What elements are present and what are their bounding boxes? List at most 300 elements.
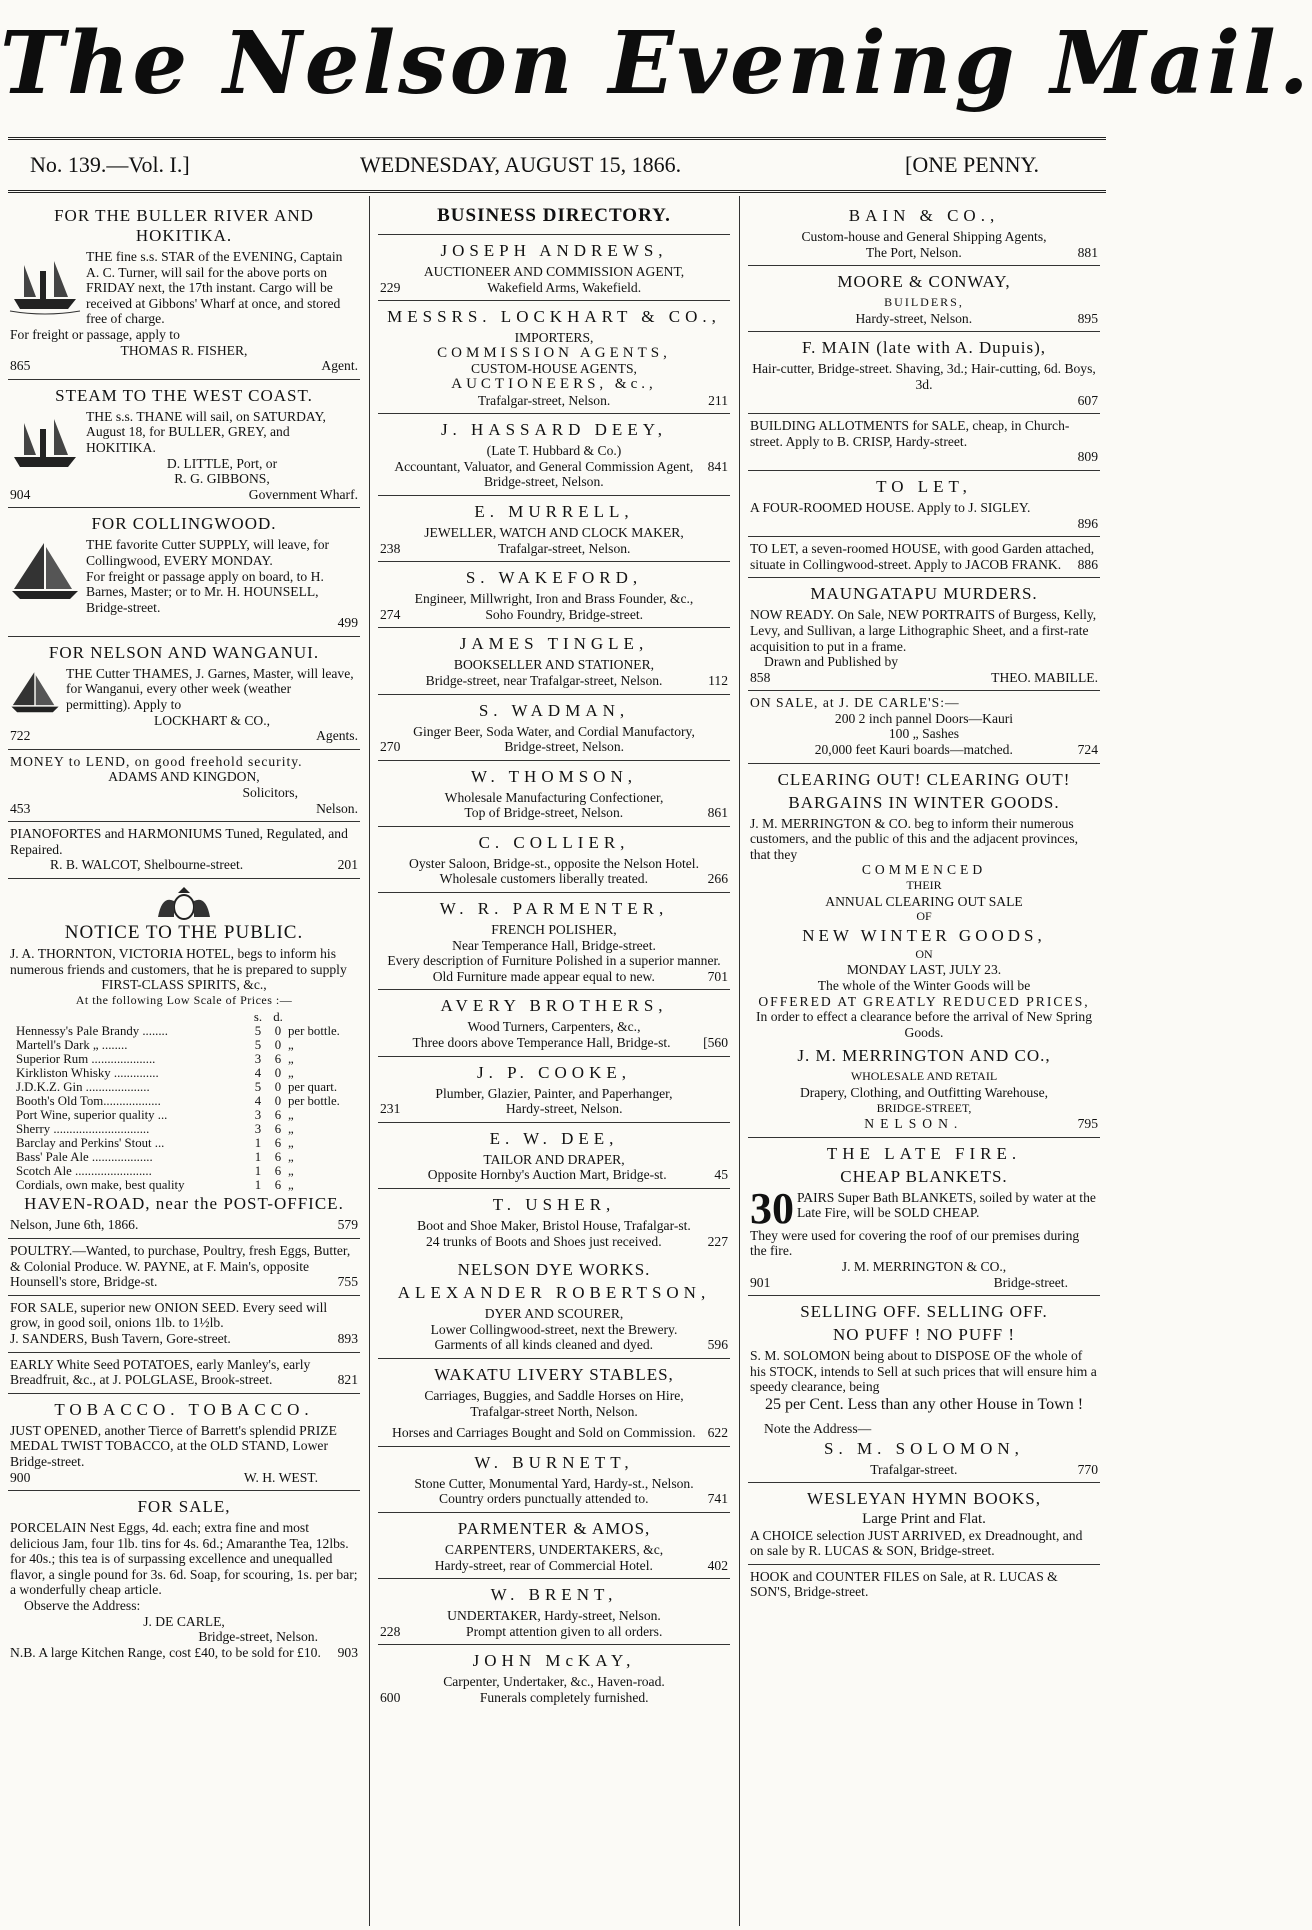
advert-date: Nelson, June 6th, 1866. xyxy=(10,1217,139,1233)
advert-line: 25 per Cent. Less than any other House in Town ! xyxy=(764,1395,1084,1413)
hook-advert xyxy=(748,1565,1100,1605)
directory-line: Trafalgar-street, Nelson. xyxy=(477,392,611,408)
directory-line: Bridge-street, Nelson. xyxy=(504,739,625,755)
advert-line: 100 „ Sashes xyxy=(888,726,960,742)
advert-name: PARMENTER & AMOS, xyxy=(457,1518,651,1538)
advert-line: THEIR xyxy=(906,878,942,893)
brent-advert xyxy=(378,1579,730,1645)
tobacco-advert xyxy=(8,1394,360,1491)
advert-number: 881 xyxy=(1077,244,1098,260)
price-u: „ xyxy=(288,1038,294,1053)
onion-advert xyxy=(8,1296,360,1353)
directory-name: J. HASSARD DEEY, xyxy=(440,420,668,440)
fire-advert xyxy=(748,1138,1100,1296)
advert-agent: D. LITTLE, Port, or xyxy=(166,455,278,471)
advert-body: BUILDING ALLOTMENTS for SALE, cheap, in Church-street. Apply to B. CRISP, Hardy-street. xyxy=(750,418,1070,449)
advert-heading: STEAM TO THE WEST COAST. xyxy=(55,385,313,405)
advert-line: 200 2 inch pannel Doors—Kauri xyxy=(834,710,1014,726)
directory-line: BOOKSELLER AND STATIONER, xyxy=(453,657,655,673)
price-d: 6 xyxy=(274,1178,282,1193)
price-n: Kirkliston Whisky .............. xyxy=(16,1066,159,1081)
advert-number: 600 xyxy=(380,1689,401,1705)
advert-body: PIANOFORTES and HARMONIUMS Tuned, Regulated, and Repaired. xyxy=(10,826,348,857)
advert-line: CARPENTERS, UNDERTAKERS, &c, xyxy=(444,1541,664,1557)
advert-heading: FOR COLLINGWOOD. xyxy=(91,514,277,534)
directory-entry xyxy=(378,562,730,628)
advert-line: Prompt attention given to all orders. xyxy=(466,1623,663,1639)
price-d: 6 xyxy=(274,1150,282,1165)
advert-observe: Observe the Address: xyxy=(24,1598,141,1614)
column-3 xyxy=(748,200,1100,1925)
directory-name: AVERY BROTHERS, xyxy=(440,996,668,1016)
directory-number: 701 xyxy=(707,968,728,984)
directory-line: Wholesale customers liberally treated. xyxy=(439,871,648,887)
advert-role: Agents. xyxy=(316,728,358,744)
directory-heading-block xyxy=(378,200,730,235)
advert-line: BUILDERS, xyxy=(884,295,964,310)
advert-line: ON xyxy=(915,946,933,961)
directory-line: Opposite Hornby's Auction Mart, Bridge-st. xyxy=(427,1167,667,1183)
price-d: 6 xyxy=(274,1164,282,1179)
advert-body: A FOUR-ROOMED HOUSE. Apply to J. SIGLEY. xyxy=(750,499,1031,515)
directory-entry xyxy=(378,1189,730,1254)
advert-heading: CHEAP BLANKETS. xyxy=(840,1166,1008,1186)
price-row xyxy=(16,1038,358,1052)
buller-advert xyxy=(8,200,360,380)
directory-number: 861 xyxy=(707,805,728,821)
directory-line: COMMISSION AGENTS, xyxy=(437,344,671,361)
tolet2-advert xyxy=(748,537,1100,578)
advert-line: Funerals completely furnished. xyxy=(479,1689,649,1705)
directory-entry xyxy=(378,1057,730,1123)
advert-scale: At the following Low Scale of Prices :— xyxy=(75,992,293,1007)
cutter-icon xyxy=(10,539,80,605)
directory-name: JAMES TINGLE, xyxy=(459,634,649,654)
advert-number: 453 xyxy=(10,800,31,816)
directory-line: Hardy-street, Nelson. xyxy=(505,1101,623,1117)
price-row xyxy=(16,1052,358,1066)
advert-number: 596 xyxy=(707,1337,728,1353)
advert-line: NELSON. xyxy=(864,1116,964,1132)
price-n: J.D.K.Z. Gin .................... xyxy=(16,1080,150,1095)
cutter-icon xyxy=(10,668,60,718)
parmenter-amos-advert xyxy=(378,1513,730,1579)
advert-body: ON SALE, at J. DE CARLE'S:— xyxy=(750,695,960,711)
directory-entry xyxy=(378,990,730,1056)
masthead-title: The Nelson Evening Mail. xyxy=(0,13,1312,114)
price-d: 0 xyxy=(274,1080,282,1095)
advert-line: They were used for covering the roof of our premises during the fire. xyxy=(750,1227,1080,1259)
price-s: 5 xyxy=(254,1038,262,1053)
price-d: 0 xyxy=(274,1038,282,1053)
advert-line: OFFERED AT GREATLY REDUCED PRICES, xyxy=(758,993,1090,1009)
advert-heading: MAUNGATAPU MURDERS. xyxy=(810,584,1038,604)
advert-heading: FOR THE BULLER RIVER AND HOKITIKA. xyxy=(54,206,314,245)
advert-note: Note the Address— xyxy=(764,1420,872,1436)
directory-line: Top of Bridge-street, Nelson. xyxy=(464,805,624,821)
advert-number: 770 xyxy=(1077,1461,1098,1477)
advert-agent: R. G. GIBBONS, xyxy=(174,471,270,487)
steam-advert xyxy=(8,380,360,509)
advert-name: J. DE CARLE, xyxy=(143,1613,225,1629)
directory-number: 45 xyxy=(714,1167,728,1183)
advert-number: 795 xyxy=(1077,1116,1098,1132)
burnett-advert xyxy=(378,1447,730,1513)
advert-heading: TOBACCO. TOBACCO. xyxy=(54,1399,314,1419)
directory-name: E. W. DEE, xyxy=(489,1128,619,1148)
directory-entry xyxy=(378,301,730,414)
advert-line: UNDERTAKER, Hardy-street, Nelson. xyxy=(447,1608,661,1624)
advert-body: EARLY White Seed POTATOES, early Manley's, early Breadfruit, &c., at J. POLGLASE, Brook-street. xyxy=(10,1356,311,1388)
advert-firm: ADAMS AND KINGDON, xyxy=(108,769,260,785)
advert-address: Bridge-street, Nelson. xyxy=(198,1629,318,1645)
advert-signature: J. SANDERS, Bush Tavern, Gore-street. xyxy=(10,1330,231,1346)
tolet-advert xyxy=(748,471,1100,537)
price-row xyxy=(16,1066,358,1080)
steamship-icon xyxy=(10,411,80,477)
advert-big-number: 30 xyxy=(750,1183,794,1233)
directory-name: S. WADMAN, xyxy=(478,700,630,720)
advert-heading: CLEARING OUT! CLEARING OUT! xyxy=(777,769,1071,789)
directory-name: T. USHER, xyxy=(492,1195,616,1214)
advert-line: Carpenter, Undertaker, &c., Haven-road. xyxy=(443,1674,665,1690)
directory-line: Wakefield Arms, Wakefield. xyxy=(487,279,642,295)
advert-number: 900 xyxy=(10,1469,31,1485)
directory-line: CUSTOM-HOUSE AGENTS, xyxy=(471,361,637,377)
price-s: 1 xyxy=(254,1164,262,1179)
directory-line: Wood Turners, Carpenters, &c., xyxy=(467,1019,641,1035)
price-d: 0 xyxy=(274,1094,282,1109)
advert-role: Agent. xyxy=(321,358,358,374)
advert-body: HOOK and COUNTER FILES on Sale, at R. LUCAS & SON'S, Bridge-street. xyxy=(750,1568,1058,1600)
advert-body: TO LET, a seven-roomed HOUSE, with good Garden attached, situate in Collingwood-street. Apply to JACOB FRANK. xyxy=(750,541,1095,572)
advert-heading: WESLEYAN HYMN BOOKS, xyxy=(807,1489,1041,1509)
advert-number: 886 xyxy=(1077,556,1098,572)
advert-heading: NO PUFF ! NO PUFF ! xyxy=(833,1325,1015,1345)
advert-signature: THEO. MABILLE. xyxy=(991,669,1098,685)
directory-entry xyxy=(378,496,730,562)
price-u: „ xyxy=(288,1108,294,1123)
advert-body: J. M. MERRINGTON & CO. beg to inform their numerous customers, and the public of this and the adjacent provinces, that they xyxy=(750,815,1079,862)
price-u: „ xyxy=(288,1052,294,1067)
advert-heading: HAVEN-ROAD, near the POST-OFFICE. xyxy=(24,1194,344,1214)
advert-number: 228 xyxy=(380,1623,401,1639)
directory-number: 238 xyxy=(380,540,401,556)
directory-number: 112 xyxy=(708,672,728,688)
advert-nb: N.B. A large Kitchen Range, cost £40, to be sold for £10. xyxy=(10,1644,321,1660)
advert-line: 20,000 feet Kauri boards—matched. xyxy=(814,742,1013,758)
directory-number: 227 xyxy=(707,1233,728,1249)
advert-number: 722 xyxy=(10,728,31,744)
advert-number: 622 xyxy=(707,1425,728,1441)
directory-name: E. MURRELL, xyxy=(474,501,634,521)
advert-line: MONDAY LAST, JULY 23. xyxy=(846,962,1002,978)
advert-line: DYER AND SCOURER, xyxy=(484,1306,624,1322)
advert-line: Hardy-street, rear of Commercial Hotel. xyxy=(434,1557,653,1573)
advert-number: 895 xyxy=(1077,310,1098,326)
advert-signature: R. B. WALCOT, Shelbourne-street. xyxy=(50,857,244,873)
advert-body: FOR SALE, superior new ONION SEED. Every seed will grow, in good soil, onions 1lb. to 1½lb. xyxy=(10,1299,328,1331)
price-s: 1 xyxy=(254,1136,262,1151)
advert-role: Solicitors, xyxy=(242,785,298,801)
advert-line: Carriages, Buggies, and Saddle Horses on Hire, xyxy=(424,1387,684,1403)
price-u: „ xyxy=(288,1122,294,1137)
advert-number: 402 xyxy=(707,1557,728,1573)
directory-number: 266 xyxy=(707,871,728,887)
advert-number: 896 xyxy=(1077,515,1098,531)
directory-line: Plumber, Glazier, Painter, and Paperhanger, xyxy=(435,1085,673,1101)
advert-line: Drawn and Published by xyxy=(764,654,899,670)
advert-line: For freight or passage, apply to xyxy=(10,326,180,342)
directory-name: W. THOMSON, xyxy=(471,766,637,786)
price-d: 0 xyxy=(274,1066,282,1081)
directory-line: Trafalgar-street, Nelson. xyxy=(497,540,631,556)
directory-name: W. R. PARMENTER, xyxy=(439,899,669,919)
advert-name: W. BURNETT, xyxy=(474,1452,634,1472)
price-d: 6 xyxy=(274,1122,282,1137)
pence-header: d. xyxy=(273,1010,283,1025)
price-n: Barclay and Perkins' Stout ... xyxy=(16,1136,165,1151)
advert-body: MONEY to LEND, on good freehold security. xyxy=(10,753,303,769)
advert-number: 904 xyxy=(10,486,31,502)
price-s: 4 xyxy=(254,1094,262,1109)
price-u: „ xyxy=(288,1150,294,1165)
directory-line: AUCTIONEER AND COMMISSION AGENT, xyxy=(423,264,685,279)
advert-body: POULTRY.—Wanted, to purchase, Poultry, fresh Eggs, Butter, & Colonial Produce. W. PAYNE, at F. Main's, opposite Hounsell's store, Bridge-st. xyxy=(10,1242,351,1290)
directory-name: JOSEPH ANDREWS, xyxy=(440,241,668,260)
advert-body: THE Cutter THAMES, J. Garnes, Master, will leave, for Wanganui, every other week (weather permitting). Apply to xyxy=(66,665,354,713)
advert-number: 858 xyxy=(750,669,771,685)
clearing-advert xyxy=(748,764,1100,1138)
directory-number: 270 xyxy=(380,739,401,755)
potatoes-advert xyxy=(8,1353,360,1394)
directory-line: Ginger Beer, Soda Water, and Cordial Manufactory, xyxy=(413,723,695,739)
advert-line: Lower Collingwood-street, next the Brewery. xyxy=(430,1321,678,1337)
directory-line: Oyster Saloon, Bridge-st., opposite the Nelson Hotel. xyxy=(409,855,699,871)
advert-line: Country orders punctually attended to. xyxy=(439,1491,649,1507)
advert-agent: LOCKHART & CO., xyxy=(154,712,270,728)
building-advert xyxy=(748,414,1100,471)
price-n: Sherry .............................. xyxy=(16,1122,150,1137)
price-u: „ xyxy=(288,1066,294,1081)
price-s: 1 xyxy=(254,1150,262,1165)
selling-advert xyxy=(748,1296,1100,1483)
price-u: per quart. xyxy=(288,1080,338,1095)
advert-heading: TO LET, xyxy=(876,476,972,496)
directory-name: MESSRS. LOCKHART & CO., xyxy=(387,307,721,327)
dateline-rule xyxy=(8,190,1106,193)
advert-line: Trafalgar-street North, Nelson. xyxy=(470,1403,638,1419)
hymn-advert xyxy=(748,1483,1100,1565)
price-row xyxy=(16,1150,358,1164)
price-n: Bass' Pale Ale ................... xyxy=(16,1150,153,1165)
masthead-rule xyxy=(8,137,1106,140)
price-table xyxy=(16,1010,358,1192)
directory-entries xyxy=(378,235,730,1254)
price-u: „ xyxy=(288,1178,294,1193)
advert-firm: J. M. MERRINGTON & CO., xyxy=(841,1258,1007,1274)
directory-line: Soho Foundry, Bridge-street. xyxy=(485,606,644,622)
price-d: 6 xyxy=(274,1108,282,1123)
directory-line: Engineer, Millwright, Iron and Brass Founder, &c., xyxy=(414,591,694,607)
price-s: 1 xyxy=(254,1178,262,1193)
column-2 xyxy=(378,200,730,1925)
money-advert xyxy=(8,750,360,822)
advert-line: WHOLESALE AND RETAIL xyxy=(850,1069,998,1084)
advert-name: BAIN & CO., xyxy=(848,206,1000,225)
directory-entry xyxy=(378,628,730,694)
advert-name: MOORE & CONWAY, xyxy=(837,272,1011,292)
advert-number: 755 xyxy=(337,1274,358,1290)
advert-heading: THE LATE FIRE. xyxy=(826,1143,1022,1163)
price-row xyxy=(16,1122,358,1136)
directory-entry xyxy=(378,414,730,496)
price-u: „ xyxy=(288,1164,294,1179)
advert-body: THE s.s. THANE will sail, on SATURDAY, August 18, for BULLER, GREY, and HOKITIKA. xyxy=(86,408,326,455)
advert-body: NOW READY. On Sale, NEW PORTRAITS of Burgess, Kelly, Levy, and Sullivan, a large Lithographic Sheet, and a first-rate acquisition to put in a frame. xyxy=(750,607,1097,654)
advert-line: ANNUAL CLEARING OUT SALE xyxy=(825,893,1023,909)
advert-heading: NELSON DYE WORKS. xyxy=(457,1260,651,1280)
advert-subheading: Large Print and Flat. xyxy=(862,1511,986,1528)
advert-number: 893 xyxy=(337,1330,358,1346)
advert-line: Horses and Carriages Bought and Sold on Commission. xyxy=(392,1425,696,1441)
piano-advert xyxy=(8,822,360,879)
directory-line: Old Furniture made appear equal to new. xyxy=(432,968,655,984)
dateline xyxy=(0,146,1114,186)
price-n: Martell's Dark „ ........ xyxy=(16,1038,128,1053)
advert-number: 201 xyxy=(337,857,358,873)
wanganui-advert xyxy=(8,637,360,750)
price-row xyxy=(16,1024,358,1038)
notice-advert xyxy=(8,879,360,1239)
directory-line: IMPORTERS, xyxy=(514,330,594,346)
poultry-advert xyxy=(8,1239,360,1296)
advert-line: Stone Cutter, Monumental Yard, Hardy-st., Nelson. xyxy=(414,1475,694,1491)
advert-number: 579 xyxy=(337,1217,358,1233)
advert-number: 809 xyxy=(1077,449,1098,465)
directory-number: 841 xyxy=(707,458,728,474)
directory-heading: BUSINESS DIRECTORY. xyxy=(437,205,671,226)
advert-body: THE favorite Cutter SUPPLY, will leave, for Collingwood, EVERY MONDAY. xyxy=(86,537,330,568)
advert-number: 499 xyxy=(337,615,358,631)
directory-line: Boot and Shoe Maker, Bristol House, Trafalgar-st. xyxy=(417,1218,691,1233)
advert-body: J. A. THORNTON, VICTORIA HOTEL, begs to inform his numerous friends and customers, that he is prepared to supply xyxy=(10,946,347,977)
advert-firm: J. M. MERRINGTON AND CO., xyxy=(797,1046,1051,1066)
directory-line: FRENCH POLISHER, xyxy=(491,922,617,938)
advert-number: 741 xyxy=(707,1491,728,1507)
wakatu-advert xyxy=(378,1359,730,1447)
advert-line: Garments of all kinds cleaned and dyed. xyxy=(434,1337,654,1353)
price-d: 6 xyxy=(274,1136,282,1151)
advert-heading: BARGAINS IN WINTER GOODS. xyxy=(788,792,1060,812)
price-row xyxy=(16,1080,358,1094)
price-s: 5 xyxy=(254,1024,262,1039)
advert-agent: THOMAS R. FISHER, xyxy=(120,342,248,358)
directory-line: (Late T. Hubbard & Co.) xyxy=(486,443,622,459)
advert-number: 724 xyxy=(1077,742,1098,758)
price-n: Superior Rum .................... xyxy=(16,1052,156,1067)
advert-line: The Port, Nelson. xyxy=(865,244,962,260)
directory-number: 274 xyxy=(380,606,401,622)
advert-line: The whole of the Winter Goods will be xyxy=(817,978,1031,993)
price-u: per bottle. xyxy=(288,1024,340,1039)
directory-number: 211 xyxy=(708,392,728,408)
directory-line: TAILOR AND DRAPER, xyxy=(483,1151,625,1167)
directory-line: AUCTIONEERS, &c., xyxy=(451,375,657,392)
issue-date: WEDNESDAY, AUGUST 15, 1866. xyxy=(360,152,682,177)
advert-number: 901 xyxy=(750,1274,771,1290)
advert-name: JOHN McKAY, xyxy=(472,1651,636,1671)
advert-body: PAIRS Super Bath BLANKETS, soiled by water at the Late Fire, will be SOLD CHEAP. xyxy=(797,1189,1096,1221)
advert-line: NEW WINTER GOODS, xyxy=(802,925,1046,945)
directory-entry xyxy=(378,893,730,990)
advert-address: Trafalgar-street. xyxy=(870,1461,958,1477)
advert-name: F. MAIN (late with A. Dupuis), xyxy=(802,338,1046,358)
advert-line: OF xyxy=(916,909,932,924)
advert-body: A CHOICE selection JUST ARRIVED, ex Dreadnought, and on sale by R. LUCAS & SON, Bridge-street. xyxy=(750,1527,1083,1559)
price-row xyxy=(16,1094,358,1108)
directory-number: [560 xyxy=(703,1035,728,1051)
advert-name: W. BRENT, xyxy=(490,1585,618,1605)
advert-address: Bridge-street. xyxy=(993,1274,1068,1290)
murders-advert xyxy=(748,578,1100,691)
advert-line: Hardy-street, Nelson. xyxy=(855,310,973,326)
price-n: Scotch Ale ........................ xyxy=(16,1164,152,1179)
price-s: 4 xyxy=(254,1066,262,1081)
advert-number: 903 xyxy=(337,1644,358,1660)
advert-number: 821 xyxy=(337,1372,358,1388)
price-u: per bottle. xyxy=(288,1094,340,1109)
royal-crest-icon xyxy=(152,887,216,921)
directory-name: S. WAKEFORD, xyxy=(465,568,643,588)
collingwood-advert xyxy=(8,508,360,637)
advert-name: S. M. SOLOMON, xyxy=(824,1438,1024,1458)
advert-line: In order to effect a clearance before the arrival of New Spring Goods. xyxy=(755,1009,1093,1040)
mckay-advert xyxy=(378,1645,730,1710)
advert-body: For freight or passage apply on board, to H. Barnes, Master; or to Mr. H. HOUNSELL, Bridge-street. xyxy=(86,568,324,615)
shillings-header: s. xyxy=(253,1010,263,1025)
price-row xyxy=(16,1178,358,1192)
main-advert xyxy=(748,332,1100,414)
onsale-advert xyxy=(748,691,1100,763)
directory-entry xyxy=(378,761,730,827)
advert-line: Custom-house and General Shipping Agents, xyxy=(801,229,1047,244)
advert-number: 607 xyxy=(1077,392,1098,408)
advert-place: Government Wharf. xyxy=(248,486,358,502)
advert-heading: FOR SALE, xyxy=(137,1497,231,1517)
forsale-advert xyxy=(8,1491,360,1665)
price-row xyxy=(16,1136,358,1150)
price-u: „ xyxy=(288,1136,294,1151)
directory-entry xyxy=(378,1123,730,1189)
moore-advert xyxy=(748,266,1100,332)
directory-name: C. COLLIER, xyxy=(478,832,630,852)
price-s: 5 xyxy=(254,1080,262,1095)
advert-number: 865 xyxy=(10,358,31,374)
directory-line: JEWELLER, WATCH AND CLOCK MAKER, xyxy=(424,524,684,540)
price-n: Port Wine, superior quality ... xyxy=(16,1108,168,1123)
column-1 xyxy=(8,200,360,1925)
price-s: 3 xyxy=(254,1122,262,1137)
advert-heading: FOR NELSON AND WANGANUI. xyxy=(48,642,320,662)
price-s: 3 xyxy=(254,1052,262,1067)
directory-name: J. P. COOKE, xyxy=(477,1062,631,1082)
advert-line: BRIDGE-STREET, xyxy=(876,1100,972,1115)
directory-line: Near Temperance Hall, Bridge-street. xyxy=(452,937,656,953)
advert-spirits: FIRST-CLASS SPIRITS, &c., xyxy=(101,977,267,993)
directory-line: Every description of Furniture Polished in a superior manner. xyxy=(387,953,721,969)
advert-heading: SELLING OFF. SELLING OFF. xyxy=(800,1302,1048,1322)
